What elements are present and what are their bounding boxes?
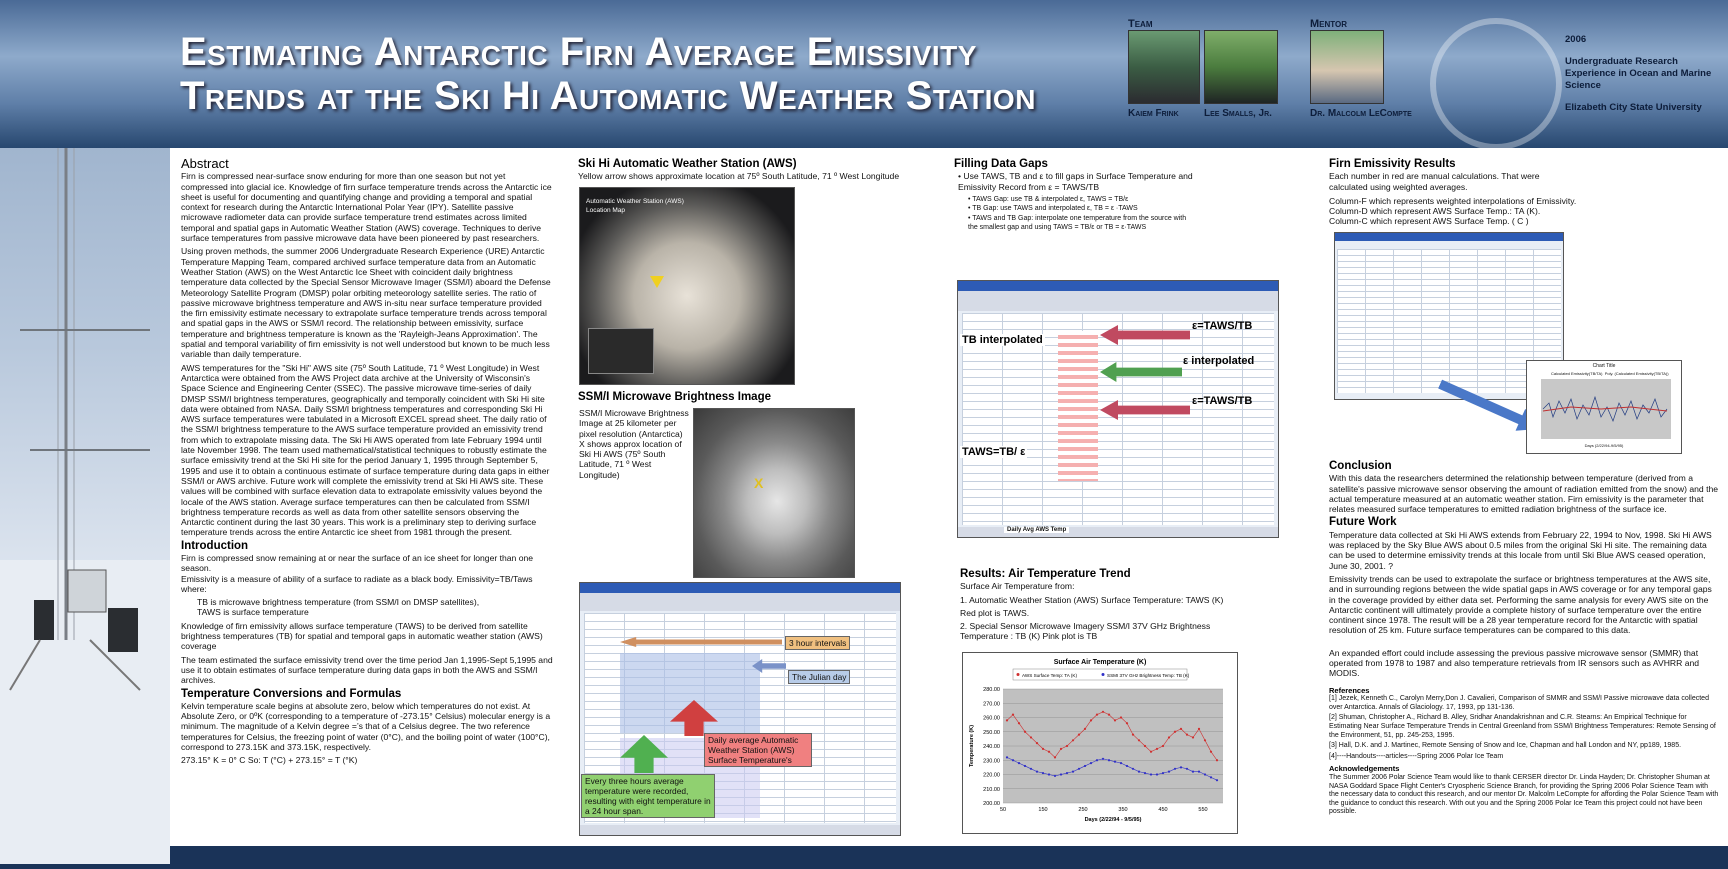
data-point-1: [1036, 771, 1038, 773]
emissivity-l2: Column-F which represents weighted interpolations of Emissivity.: [1329, 195, 1577, 206]
team-photo-1: [1128, 30, 1200, 104]
data-point-0: [1216, 759, 1218, 761]
excel-sheet-tabs: [580, 825, 900, 835]
data-point-1: [1006, 756, 1008, 758]
data-point-1: [1216, 779, 1218, 781]
intro-p1: Firn is compressed snow remaining at or near the surface of an ice sheet for longer than one season.: [181, 552, 534, 574]
mini-chart-title: Chart Title: [1592, 363, 1616, 369]
reference-2: [2] Shuman, Christopher A., Richard B. Alley, Sridhar Anandakrishnan and C.R. Stearns: An Empirical Technique for Estimating Near Surface Temperature Trends in Central Greenland from SSM/I Brightness Temperatures: Remote Sensing of the Environment, 51, pp. 245-253, 1995.: [1329, 714, 1716, 739]
ssmi-caption-block: [579, 408, 689, 483]
chart-title: Surface Air Temperature (K): [1053, 659, 1147, 666]
data-point-0: [1186, 734, 1188, 736]
label-taws: TAWS=TB/ ε: [962, 446, 1026, 458]
program-name: Undergraduate Research Experience in Ocean and Marine Science: [1565, 56, 1712, 91]
emissivity-l4: Column-C which represent AWS Surface Temp. ( C ): [1329, 216, 1529, 227]
excel-toolbar: [580, 593, 900, 611]
emissivity-mini-chart: [1526, 360, 1682, 454]
x-tick-label: 450: [1158, 807, 1168, 813]
team-label: Team: [1128, 18, 1153, 30]
x-axis-label: Days (2/22/94 - 9/5/95): [1084, 817, 1142, 823]
label-eps-2: ε=TAWS/TB: [1192, 395, 1253, 407]
reference-3: [3] Hall, D.K. and J. Martinec, Remote Sensing of Snow and Ice, Chapman and hall London and NY, pp189, 1985.: [1329, 742, 1682, 750]
mentor-label: Mentor: [1310, 18, 1348, 30]
emissivity-l1: Each number in red are manual calculations. That were calculated using weighted averages.: [1329, 171, 1540, 192]
data-point-1: [1120, 762, 1122, 764]
reference-4: [4]----Handouts----articles----Spring 2006 Polar Ice Team: [1329, 752, 1504, 760]
data-point-1: [1186, 768, 1188, 770]
data-point-1: [1198, 771, 1200, 773]
mini-chart-plot: [1541, 379, 1671, 439]
ssmi-section: [578, 390, 918, 404]
data-point-1: [1042, 772, 1044, 774]
column-3: [954, 157, 1194, 233]
ssmi-heading: SSM/I Microwave Brightness Image: [578, 391, 772, 403]
active-sheet-tab[interactable]: Daily Avg AWS Temp: [1004, 527, 1069, 533]
aws-heading: Ski Hi Automatic Weather Station (AWS): [578, 158, 797, 170]
future-p3: An expanded effort could include assessing the previous passive microwave sensor (SMMR) that operated from 1978 to 1987 and also temperature retrievals from IR sensors such as AVHRR and MODIS.: [1329, 647, 1700, 679]
data-point-1: [1150, 773, 1152, 775]
y-tick-label: 210.00: [983, 786, 1000, 793]
intro-p6: The team estimated the surface emissivity trend over the time period Jan 1,1995-Sept 5,1995 and use it to obtain estimates of surface temperature during data gaps in both the AWS and SSM/I archives.: [181, 654, 553, 686]
emissivity-heading: Firn Emissivity Results: [1329, 158, 1456, 170]
year: 2006: [1565, 34, 1587, 45]
map-legend: [588, 328, 654, 374]
yellow-arrow-icon: [650, 276, 664, 288]
intro-p4: TAWS is surface temperature: [197, 607, 309, 618]
data-point-1: [1018, 762, 1020, 764]
data-point-0: [1210, 751, 1212, 753]
gaps-b1: • TAWS Gap: use TB & interpolated ε, TAWS = TB/ε: [968, 195, 1129, 203]
bottom-bar: [170, 846, 1728, 864]
y-tick-label: 250.00: [983, 729, 1000, 736]
mini-legend-1: Calculated Emissivity(TB/TA): [1551, 371, 1603, 376]
column-2: [578, 157, 918, 185]
emissivity-l3: Column-D which represent AWS Surface Temp.: TA (K).: [1329, 206, 1541, 217]
mini-chart-noise: [1541, 379, 1671, 439]
gaps-b3: • TAWS and TB Gap: interpolate one temperature from the source with the smallest gap and using TAWS = TB/ε or TB = ε·TAWS: [968, 215, 1187, 231]
data-point-1: [1192, 771, 1194, 773]
data-point-1: [1060, 773, 1062, 775]
conclusion-p1: With this data the researchers determined the relationship between temperature (derived from a satellite's passive microwave sensor observing the amount of radiation emitted from the snow) and the actual temperature measured at an automatic weather station. Firn emissivity is the parameter that relates measured surface temperatures to emitted radiation brightness of the surface ice.: [1329, 473, 1719, 515]
poster-header: [0, 0, 1728, 148]
data-point-0: [1078, 734, 1080, 736]
results-l2: 1. Automatic Weather Station (AWS) Surface Temperature: TAWS (K): [960, 594, 1224, 605]
ack-p1: The Summer 2006 Polar Science Team would like to thank CERSER director Dr. Linda Hayden; Dr. Christopher Shuman at NASA Goddard Space Flight Center's Cryospheric Science Branch, for providing the Spring 2006 Polar Science Team with the necessary data to conduct this research, and our mentor Dr. Malcolm LeCompte for affording the Polar Science Team with the guidance to conduct this research. With out you and the Spring 2006 Polar Ice Team this project could not have been possible.: [1329, 773, 1719, 816]
excel-titlebar-2: [958, 281, 1278, 291]
data-point-0: [1024, 731, 1026, 733]
data-point-0: [1204, 739, 1206, 741]
data-point-0: [1096, 714, 1098, 716]
data-point-1: [1030, 768, 1032, 770]
data-point-1: [1054, 775, 1056, 777]
data-point-0: [1048, 751, 1050, 753]
data-point-0: [1084, 728, 1086, 730]
mini-chart-xlabel: Days (2/22/94-9/5/95): [1584, 443, 1624, 448]
data-point-1: [1090, 762, 1092, 764]
x-tick-label: 250: [1078, 807, 1088, 813]
excel-toolbar-2: [958, 291, 1278, 311]
data-point-0: [1090, 719, 1092, 721]
column-4-lower: [1329, 459, 1719, 817]
conversions-heading: Temperature Conversions and Formulas: [181, 687, 402, 700]
future-heading: Future Work: [1329, 516, 1397, 529]
data-point-1: [1096, 759, 1098, 761]
conversions-p1: Kelvin temperature scale begins at absolute zero, below which temperatures do not exist. At Absolute Zero, or 0ºK (corresponding to a temperature of -273.15° Celsius) molecular energy is a minimum. The magnitude of a Kelvin degree =’s that of a Celsius degree. The two reference temperatures for Celsius, the freezing point of water (0°C), and the boiling point of water (100°C), correspond to 273.15K and 373.15K, respectively.: [181, 700, 551, 753]
surface-temp-chart-svg: [963, 653, 1237, 833]
x-tick-label: 350: [1118, 807, 1128, 813]
label-tb-interpolated: TB interpolated: [962, 334, 1043, 346]
data-point-0: [1192, 736, 1194, 738]
data-point-1: [1180, 766, 1182, 768]
y-tick-label: 260.00: [983, 715, 1000, 722]
gaps-heading: Filling Data Gaps: [954, 158, 1048, 170]
data-point-1: [1084, 765, 1086, 767]
ack-heading: Acknowledgements: [1329, 764, 1400, 774]
y-tick-label: 220.00: [983, 772, 1000, 779]
future-p1: Temperature data collected at Ski Hi AWS extends from February 22, 1994 to Nov, 1998. Ski Hi AWS was replaced by the Sky Blue AWS about 0.5 miles from the original Ski Hi site. The remaining data can be used to determine emissivity trends at this locale from until Ski Blue AWS ceased operation, June 30, 2001. ?: [1329, 529, 1712, 571]
data-point-0: [1114, 719, 1116, 721]
institution-block: [1565, 34, 1725, 114]
data-point-1: [1138, 771, 1140, 773]
future-p2: Emissivity trends can be used to extrapolate the surface or brightness temperatures at the AWS site, and in surrounding regions between the wide spatial gaps in AWS coverage or for any temporal gaps in the coverage provided by either data set. Performing the same analysis for every AWS site on the Antarctic continent will ultimately provide a complete history of surface temperature over the entire continent since 1978. The result will be a 28 year temperature record for the Antarctic with spatial resolution of 25 km. Future surface temperatures can be compared to this data.: [1329, 573, 1712, 636]
data-point-1: [1048, 773, 1050, 775]
ski-hi-marker: X: [754, 475, 764, 491]
data-point-1: [1168, 771, 1170, 773]
abstract-p2: Using proven methods, the summer 2006 Undergraduate Research Experience (URE) Antarctic Temperature Mapping Team, compared archived surface temperature data from an Automatic Weather Station (AWS) on the West Antarctic Ice Sheet with coincident daily brightness temperature data collected by the Special Sensor Microwave Imager (SSM/I) aboard the Defense Meteorology Satellite Program (DMSP) polar orbiting meteorology satellite series. The ratio of passive microwave brightness temperature and AWS in-situ near surface temperature provided the firn emissivity estimate necessary to extrapolate surface temperature trends across temporal and spatial gaps in the AWS or SSM/I record. The relationship between emissivity, surface temperature and brightness temperature is known as the 'Rayleigh-Jeans Approximation'. The spatial and temporal variability of firn emissivity is not well understood but known to be much less variable than daily temperature.: [181, 246, 551, 360]
red-manual-values: [1058, 331, 1098, 481]
data-point-1: [1126, 765, 1128, 767]
ssmi-brightness-image: [693, 408, 855, 578]
data-point-0: [1156, 748, 1158, 750]
data-point-1: [1024, 765, 1026, 767]
legend-marker-0: [1017, 673, 1020, 676]
x-tick-label: 150: [1038, 807, 1048, 813]
legend-label-0: AWS Surface Temp: TA (K): [1022, 673, 1077, 678]
ssmi-caption: SSM/I Microwave Brightness Image at 25 kilometer per pixel resolution (Antarctica) X shows approx location of Ski Hi AWS (75º South Latitude, 71 º West Longitude): [579, 408, 689, 480]
data-point-1: [1078, 768, 1080, 770]
data-point-1: [1204, 773, 1206, 775]
data-point-0: [1072, 739, 1074, 741]
data-point-0: [1126, 722, 1128, 724]
data-point-0: [1060, 748, 1062, 750]
abstract-heading: Abstract: [181, 156, 229, 171]
data-point-0: [1018, 722, 1020, 724]
results-section: [960, 567, 1260, 645]
gaps-line1: • Use TAWS, TB and ε to fill gaps in Surface Temperature and Emissivity Record from ε = TAWS/TB: [958, 171, 1193, 192]
intro-p2: Emissivity is a measure of ability of a surface to radiate as a black body. Emissivity=TB/Taws where:: [181, 573, 533, 594]
team-photo-2: [1204, 30, 1278, 104]
callout-daily-average: Daily average Automatic Weather Station (AWS) Surface Temperature's: [704, 733, 812, 767]
mini-chart-legend: [1551, 371, 1669, 376]
introduction-heading: Introduction: [181, 539, 249, 552]
data-point-1: [1108, 759, 1110, 761]
data-point-0: [1006, 719, 1008, 721]
data-point-0: [1144, 745, 1146, 747]
data-point-1: [1162, 772, 1164, 774]
callout-three-hour-average: Every three hours average temperature were recorded, resulting with eight temperature in a 24 hour span.: [581, 774, 715, 818]
data-point-1: [1072, 771, 1074, 773]
surface-temp-chart: [962, 652, 1238, 834]
team-member-2: Lee Smalls, Jr.: [1204, 108, 1272, 119]
data-point-0: [1168, 736, 1170, 738]
references-heading: References: [1329, 685, 1370, 695]
results-l3: Red plot is TAWS.: [960, 607, 1030, 618]
excel-titlebar-3: [1335, 233, 1563, 241]
abstract-p1: Firn is compressed near-surface snow enduring for more than one season but not yet compressed into glacial ice. Knowledge of firn surface temperature trends across the Antarctic ice sheet is useful for documenting and quantifying change and providing a temporal and spatial context for research during the Antarctic International Polar Year (IPY). Satellite passive microwave radiometer data can provide surface temperature trend estimates across limited temporal and spatial gaps in Automatic Weather Station (AWS) coverage. Techniques to derive surface temperatures from passive microwave data have been pioneered by past researchers.: [181, 171, 552, 244]
y-tick-label: 240.00: [983, 744, 1000, 750]
data-point-0: [1120, 716, 1122, 718]
data-point-0: [1030, 736, 1032, 738]
y-tick-label: 200.00: [983, 801, 1000, 807]
y-axis-label: Temperature (K): [969, 724, 975, 768]
data-point-1: [1012, 759, 1014, 761]
data-point-0: [1198, 728, 1200, 730]
mini-legend-2: Poly. (Calculated Emissivity(TB/TA)): [1604, 371, 1669, 376]
university-logo: [1430, 18, 1562, 150]
data-point-1: [1114, 761, 1116, 763]
column-1: [181, 157, 553, 769]
data-point-1: [1132, 768, 1134, 770]
data-point-0: [1132, 734, 1134, 736]
y-tick-label: 230.00: [983, 758, 1000, 765]
mentor-photo: [1310, 30, 1384, 104]
antarctica-map: [579, 187, 795, 385]
gaps-b2: • TB Gap: use TAWS and interpolated ε, TB = ε ·TAWS: [968, 205, 1138, 213]
data-point-0: [1108, 714, 1110, 716]
x-tick-label: 550: [1198, 807, 1208, 813]
data-point-0: [1054, 756, 1056, 758]
data-point-0: [1066, 745, 1068, 747]
data-point-1: [1210, 776, 1212, 778]
results-l1: Surface Air Temperature from:: [960, 581, 1075, 592]
label-eps-interpolated: ε interpolated: [1183, 355, 1255, 367]
abstract-p3: AWS temperatures for the "Ski Hi" AWS site (75º South Latitude, 71 º West Longitude) in West Antarctica were obtained from the AWS Project data archive at the University of Wisconsin's Space Science and Engineering Center (SSEC). The passive microwave time-series of daily DMSP SSM/I brightness temperatures, geographically and temporally coincident with Ski Hi site data were obtained from NASA. Daily SSM/I brightness temperatures and corresponding Ski Hi AWS surface temperatures were tabulated in a Microsoft EXCEL spread sheet. The daily ratio of the SSM/I brightness temperature to the AWS surface temperature provided an emissivity trend from which to extrapolate missing data. The Ski Hi AWS operated from late February 1994 until late November 1998. The team used mathematical/statistical techniques to robustly estimate the surface emissivity trend at the Ski Hi site for the period January 1, 1995 through September 5, 1995 and use it to obtain a continuous estimate of surface temperature during data gaps in either SSM/I or AWS archive. Future work will complete the emissivity trend at Ski Hi AWS site. These values will be combined with surface elevation data to extrapolate emissivity values beyond the locale of the AWS station. Average surface temperatures can then be calculated from SSM/I brightness temperature records as well as data from other satellite sensors observing the Antarctic continent during the last 30 years. This work is a preliminary step to deriving surface temperature trends across the entire Antarctic ice sheet from 1981 through the present.: [181, 362, 550, 538]
callout-3-hour: 3 hour intervals: [785, 636, 850, 650]
data-point-1: [1144, 772, 1146, 774]
excel-titlebar: [580, 583, 900, 593]
poster-title-line-2: Trends at the Ski Hi Automatic Weather Station: [180, 74, 1036, 118]
data-point-0: [1042, 748, 1044, 750]
y-tick-label: 280.00: [983, 687, 1000, 693]
legend-label-1: SSMI 37V GHz Brightness Temp: TB (K): [1107, 673, 1190, 678]
data-point-0: [1174, 731, 1176, 733]
data-point-0: [1162, 745, 1164, 747]
university-name: Elizabeth City State University: [1565, 102, 1702, 113]
data-point-1: [1066, 772, 1068, 774]
legend-marker-1: [1102, 673, 1105, 676]
map-title: Automatic Weather Station (AWS) Location Map: [586, 198, 684, 214]
sheet-tabs-bar: [958, 527, 1278, 537]
mentor-name: Dr. Malcolm LeCompte: [1310, 108, 1412, 119]
reference-1: [1] Jezek, Kenneth C., Carolyn Merry,Don J. Cavalieri, Comparison of SMMR and SSM/I Passive microwave data collected over Antarctica. Annals of Glaciology. 17, 1993, pp 131-136.: [1329, 695, 1709, 711]
data-point-1: [1156, 773, 1158, 775]
results-l4: 2. Special Sensor Microwave Imagery SSM/I 37V GHz Brightness Temperature : TB (K) Pink plot is TB: [960, 621, 1211, 642]
data-point-0: [1102, 711, 1104, 713]
data-point-0: [1138, 739, 1140, 741]
intro-p5: Knowledge of firn emissivity allows surface temperature (TAWS) to be derived from satellite brightness temperatures (TB) for spatial and temporal gaps in automatic weather station (AWS) coverage: [181, 620, 543, 652]
data-point-1: [1174, 768, 1176, 770]
data-point-1: [1102, 758, 1104, 760]
y-tick-label: 270.00: [983, 701, 1000, 708]
column-4: [1329, 157, 1719, 227]
x-tick-label: 50: [999, 807, 1007, 813]
intro-p3: TB is microwave brightness temperature (from SSM/I on DMSP satellites),: [197, 597, 480, 608]
results-heading: Results: Air Temperature Trend: [960, 568, 1131, 580]
callout-julian-day: The Julian day: [788, 670, 850, 684]
conclusion-heading: Conclusion: [1329, 460, 1392, 472]
data-point-0: [1012, 714, 1014, 716]
conversions-p2: 273.15° K = 0° C So: T (°C) + 273.15° = T (°K): [181, 755, 358, 766]
data-point-0: [1036, 742, 1038, 744]
team-member-1: Kaiem Frink: [1128, 108, 1179, 119]
data-point-0: [1180, 728, 1182, 730]
aws-caption: Yellow arrow shows approximate location at 75º South Latitude, 71 º West Longitude: [578, 171, 900, 182]
poster-title-line-1: Estimating Antarctic Firn Average Emissivity: [180, 30, 977, 74]
data-point-0: [1150, 751, 1152, 753]
label-eps-1: ε=TAWS/TB: [1192, 320, 1253, 332]
